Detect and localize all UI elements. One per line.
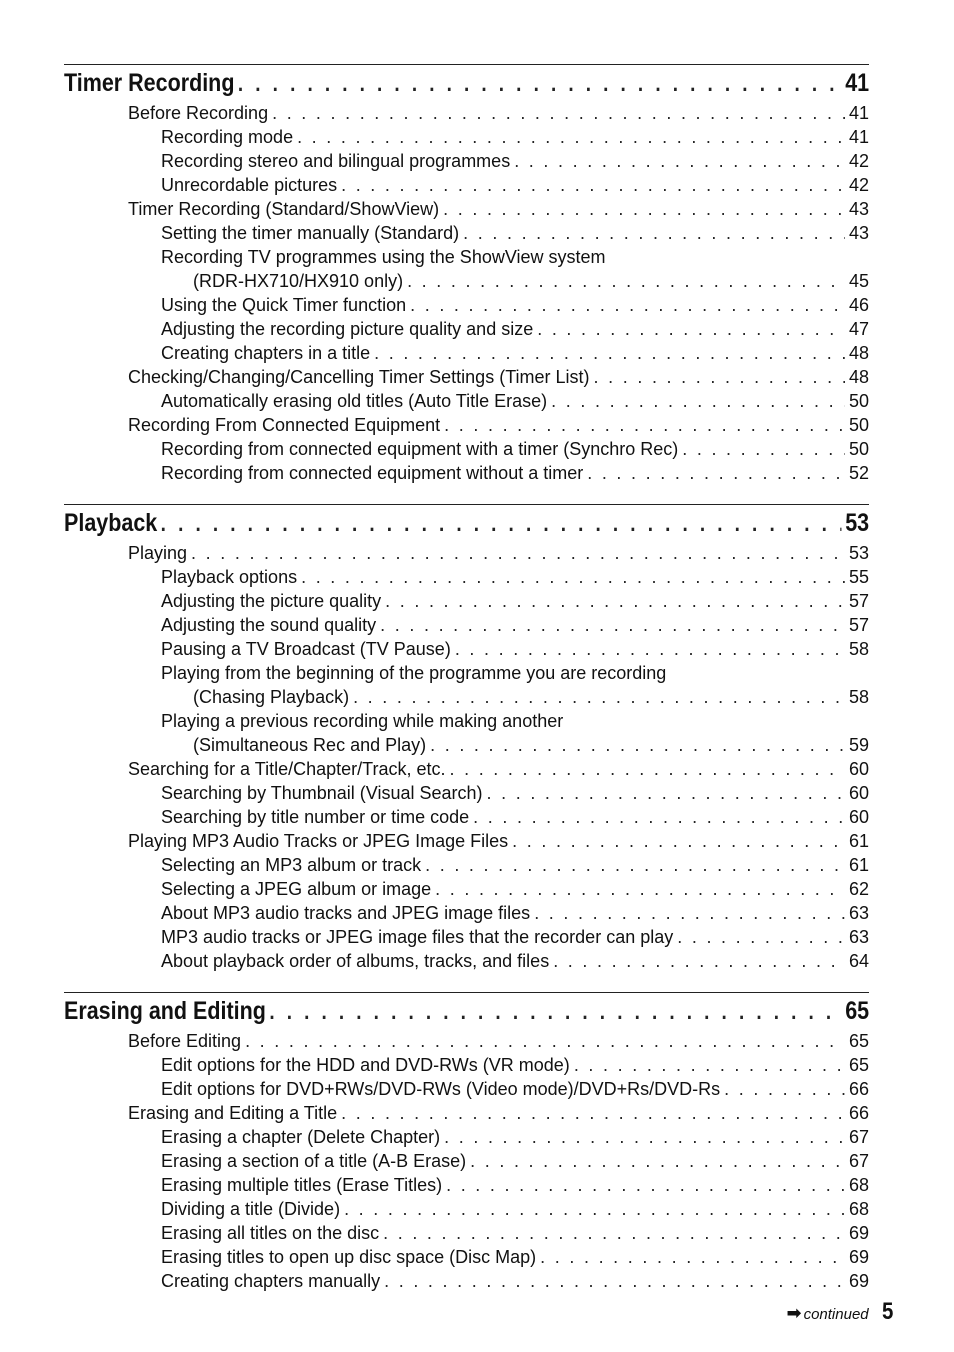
entry-page: 43	[848, 199, 869, 219]
entry-title: Adjusting the sound quality	[161, 615, 377, 635]
entry-page: 48	[848, 343, 869, 363]
dot-leader	[301, 565, 845, 589]
entry-title: Checking/Changing/Cancelling Timer Settings (Timer List)	[128, 367, 590, 387]
entry-title: Selecting an MP3 album or track	[161, 855, 422, 875]
entry-page: 57	[848, 591, 869, 611]
dot-leader	[444, 413, 845, 437]
dot-leader	[553, 949, 845, 973]
toc-subentry[interactable]	[64, 733, 869, 757]
entry-title: Searching for a Title/Chapter/Track, etc.	[128, 759, 446, 779]
entry-page: 69	[848, 1223, 869, 1243]
entry-page: 45	[848, 271, 869, 291]
page-number: 5	[881, 1298, 893, 1325]
dot-leader	[245, 1029, 845, 1053]
toc-subentry[interactable]	[64, 781, 869, 805]
entry-title: Timer Recording (Standard/ShowView)	[128, 199, 440, 219]
toc-subentry[interactable]	[64, 125, 869, 149]
toc-section	[64, 64, 869, 485]
toc-section	[64, 504, 869, 973]
section-page: 53	[845, 509, 870, 537]
entry-title: Automatically erasing old titles (Auto Title Erase)	[161, 391, 548, 411]
entry-page: 42	[848, 151, 869, 171]
dot-leader	[470, 1149, 845, 1173]
entry-page: 65	[848, 1031, 869, 1051]
toc-subentry[interactable]	[64, 901, 869, 925]
entry-title: Adjusting the picture quality	[161, 591, 382, 611]
entry-title: Creating chapters in a title	[161, 343, 371, 363]
toc-entry[interactable]	[64, 541, 869, 565]
dot-leader	[385, 589, 845, 613]
table-of-contents	[64, 64, 869, 1312]
dot-leader	[455, 637, 845, 661]
dot-leader	[473, 805, 845, 829]
section-title: Playback	[64, 509, 158, 537]
entry-title: Playing	[128, 543, 188, 563]
entry-title: Adjusting the recording picture quality and size	[161, 319, 534, 339]
entry-title: Setting the timer manually (Standard)	[161, 223, 460, 243]
dot-leader	[272, 101, 845, 125]
dot-leader	[537, 317, 845, 341]
toc-entry[interactable]	[64, 829, 869, 853]
entry-title: Erasing multiple titles (Erase Titles)	[161, 1175, 443, 1195]
section-page: 65	[845, 997, 870, 1025]
entry-page: 67	[848, 1151, 869, 1171]
entry-page: 66	[848, 1103, 869, 1123]
entry-page: 47	[848, 319, 869, 339]
toc-subentry[interactable]	[64, 1197, 869, 1221]
toc-subentry[interactable]	[64, 589, 869, 613]
toc-section	[64, 992, 869, 1293]
toc-subentry[interactable]	[64, 565, 869, 589]
entry-page: 59	[848, 735, 869, 755]
entry-title: Recording from connected equipment without a timer	[161, 463, 584, 483]
entry-page: 43	[848, 223, 869, 243]
toc-entry[interactable]	[64, 365, 869, 389]
entry-page: 48	[848, 367, 869, 387]
entry-page: 57	[848, 615, 869, 635]
dot-leader	[341, 1101, 845, 1125]
toc-subentry[interactable]	[64, 245, 869, 269]
entry-page: 67	[848, 1127, 869, 1147]
entry-title: (Chasing Playback)	[193, 687, 350, 707]
entry-page: 50	[848, 439, 869, 459]
section-title: Timer Recording	[64, 69, 235, 97]
entry-page: 50	[848, 415, 869, 435]
entry-title: Edit options for DVD+RWs/DVD-RWs (Video mode)/DVD+Rs/DVD-Rs	[161, 1079, 721, 1099]
entry-page: 53	[848, 543, 869, 563]
entry-title: Recording mode	[161, 127, 294, 147]
dot-leader	[587, 461, 845, 485]
dot-leader	[594, 365, 845, 389]
toc-subentry[interactable]	[64, 709, 869, 733]
entry-title: About MP3 audio tracks and JPEG image files	[161, 903, 531, 923]
entry-title: Before Recording	[128, 103, 269, 123]
toc-subentry[interactable]	[64, 1221, 869, 1245]
dot-leader	[444, 1125, 845, 1149]
dot-leader	[297, 125, 845, 149]
entry-page: 62	[848, 879, 869, 899]
toc-entry[interactable]	[64, 1101, 869, 1125]
dot-leader	[425, 853, 845, 877]
entry-page: 68	[848, 1175, 869, 1195]
dot-leader	[677, 925, 845, 949]
entry-title: Erasing a chapter (Delete Chapter)	[161, 1127, 441, 1147]
toc-subentry[interactable]	[64, 269, 869, 293]
entry-title: Edit options for the HDD and DVD-RWs (VR mode)	[161, 1055, 570, 1075]
toc-subentry[interactable]	[64, 1077, 869, 1101]
dot-leader	[430, 733, 845, 757]
entry-page: 61	[848, 855, 869, 875]
entry-title: MP3 audio tracks or JPEG image files that the recorder can play	[161, 927, 674, 947]
entry-page: 69	[848, 1247, 869, 1267]
entry-title: Creating chapters manually	[161, 1271, 381, 1291]
dot-leader	[512, 829, 845, 853]
toc-subentry[interactable]	[64, 1053, 869, 1077]
toc-subentry[interactable]	[64, 1173, 869, 1197]
entry-page: 46	[848, 295, 869, 315]
entry-title: Playing a previous recording while making another	[161, 711, 564, 731]
continued-arrow-icon: ➡	[786, 1303, 802, 1323]
entry-page: 60	[848, 783, 869, 803]
toc-entry[interactable]	[64, 413, 869, 437]
toc-subentry[interactable]	[64, 317, 869, 341]
entry-title: Using the Quick Timer function	[161, 295, 407, 315]
entry-page: 41	[848, 127, 869, 147]
toc-subentry[interactable]	[64, 1269, 869, 1293]
toc-subentry[interactable]	[64, 613, 869, 637]
page-footer	[786, 1298, 894, 1326]
toc-subentry[interactable]	[64, 1245, 869, 1269]
entry-page: 60	[848, 807, 869, 827]
toc-subentry[interactable]	[64, 661, 869, 685]
toc-entry[interactable]	[64, 757, 869, 781]
toc-subentry[interactable]	[64, 637, 869, 661]
dot-leader	[344, 1197, 845, 1221]
entry-title: (RDR-HX710/HX910 only)	[193, 271, 404, 291]
dot-leader	[514, 149, 845, 173]
dot-leader	[463, 221, 845, 245]
entry-title: Recording from connected equipment with a timer (Synchro Rec)	[161, 439, 679, 459]
entry-title: Selecting a JPEG album or image	[161, 879, 432, 899]
dot-leader	[238, 71, 842, 97]
dot-leader	[383, 1221, 845, 1245]
entry-page: 41	[848, 103, 869, 123]
entry-page: 68	[848, 1199, 869, 1219]
entry-title: Dividing a title (Divide)	[161, 1199, 341, 1219]
entry-title: Playback options	[161, 567, 298, 587]
dot-leader	[551, 389, 845, 413]
entry-page: 63	[848, 903, 869, 923]
dot-leader	[191, 541, 845, 565]
entry-page: 58	[848, 687, 869, 707]
entry-page: 50	[848, 391, 869, 411]
entry-page: 61	[848, 831, 869, 851]
dot-leader	[384, 1269, 845, 1293]
entry-page: 58	[848, 639, 869, 659]
toc-subentry[interactable]	[64, 925, 869, 949]
entry-title: Erasing all titles on the disc	[161, 1223, 380, 1243]
entry-page: 69	[848, 1271, 869, 1291]
dot-leader	[435, 877, 845, 901]
dot-leader	[269, 999, 841, 1025]
dot-leader	[540, 1245, 845, 1269]
toc-subentry[interactable]	[64, 1149, 869, 1173]
toc-subentry[interactable]	[64, 1125, 869, 1149]
dot-leader	[449, 757, 844, 781]
entry-title: Recording From Connected Equipment	[128, 415, 441, 435]
entry-page: 63	[848, 927, 869, 947]
entry-page: 65	[848, 1055, 869, 1075]
toc-subentry[interactable]	[64, 173, 869, 197]
toc-entry[interactable]	[64, 197, 869, 221]
toc-subentry[interactable]	[64, 389, 869, 413]
toc-subentry[interactable]	[64, 877, 869, 901]
dot-leader	[724, 1077, 845, 1101]
dot-leader	[407, 269, 845, 293]
dot-leader	[380, 613, 845, 637]
entry-title: Erasing and Editing a Title	[128, 1103, 338, 1123]
entry-title: Searching by title number or time code	[161, 807, 470, 827]
toc-subentry[interactable]	[64, 149, 869, 173]
entry-title: Searching by Thumbnail (Visual Search)	[161, 783, 483, 803]
toc-subentry[interactable]	[64, 949, 869, 973]
entry-title: Erasing a section of a title (A-B Erase)	[161, 1151, 467, 1171]
entry-title: Playing from the beginning of the programme you are recording	[161, 663, 667, 683]
dot-leader	[534, 901, 845, 925]
toc-subentry[interactable]	[64, 221, 869, 245]
toc-entry[interactable]	[64, 101, 869, 125]
entry-title: Unrecordable pictures	[161, 175, 338, 195]
entry-page: 66	[848, 1079, 869, 1099]
toc-subentry[interactable]	[64, 805, 869, 829]
entry-title: Recording TV programmes using the ShowView system	[161, 247, 606, 267]
entry-title: Erasing titles to open up disc space (Disc Map)	[161, 1247, 537, 1267]
toc-subentry[interactable]	[64, 341, 869, 365]
dot-leader	[374, 341, 845, 365]
entry-page: 42	[848, 175, 869, 195]
entry-page: 64	[848, 951, 869, 971]
section-heading[interactable]	[64, 997, 869, 1029]
toc-subentry[interactable]	[64, 293, 869, 317]
entry-title: Pausing a TV Broadcast (TV Pause)	[161, 639, 451, 659]
entry-title: Before Editing	[128, 1031, 242, 1051]
dot-leader	[161, 511, 842, 537]
section-page: 41	[845, 69, 870, 97]
continued-label: continued	[803, 1306, 869, 1323]
toc-subentry[interactable]	[64, 685, 869, 709]
dot-leader	[353, 685, 845, 709]
entry-title: (Simultaneous Rec and Play)	[193, 735, 427, 755]
section-title: Erasing and Editing	[64, 997, 266, 1025]
dot-leader	[682, 437, 845, 461]
entry-title: Recording stereo and bilingual programmes	[161, 151, 511, 171]
toc-subentry[interactable]	[64, 853, 869, 877]
section-heading[interactable]	[64, 69, 869, 101]
entry-title: Playing MP3 Audio Tracks or JPEG Image Files	[128, 831, 509, 851]
section-heading[interactable]	[64, 509, 869, 541]
entry-page: 52	[848, 463, 869, 483]
dot-leader	[446, 1173, 845, 1197]
entry-title: About playback order of albums, tracks, and files	[161, 951, 550, 971]
dot-leader	[574, 1053, 845, 1077]
entry-page: 55	[848, 567, 869, 587]
toc-subentry[interactable]	[64, 437, 869, 461]
dot-leader	[487, 781, 845, 805]
dot-leader	[443, 197, 845, 221]
entry-page: 60	[848, 759, 869, 779]
dot-leader	[410, 293, 845, 317]
dot-leader	[341, 173, 845, 197]
toc-subentry[interactable]	[64, 461, 869, 485]
toc-entry[interactable]	[64, 1029, 869, 1053]
